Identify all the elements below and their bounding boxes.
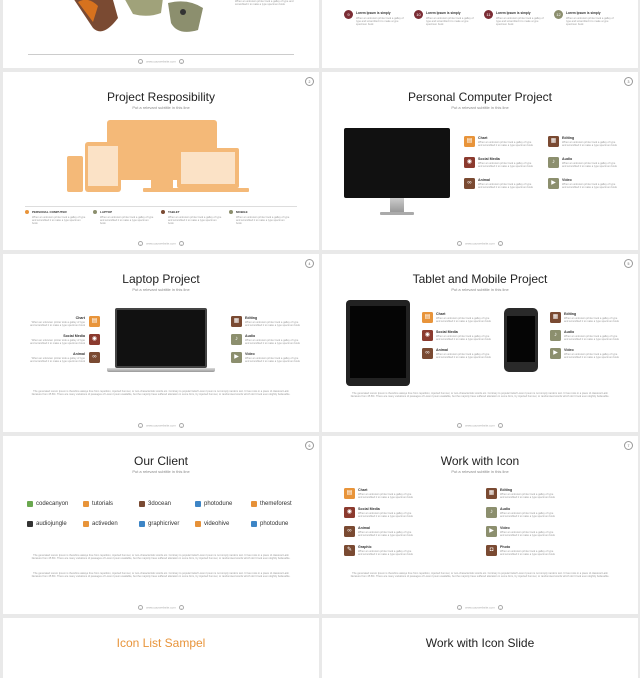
feature-label: Editing: [245, 316, 258, 320]
feature-desc: When an unknown printer took a galley of type and scrambled it to make a type specimen book: [30, 338, 85, 345]
feature-icon: ▤: [422, 312, 433, 323]
brand-logo-icon: [251, 521, 257, 527]
feature-icon: ♪: [550, 330, 561, 341]
client-logo: [139, 520, 179, 528]
client-logo: [83, 520, 118, 528]
feature-desc: When an unknown printer took a galley of type and scrambled it to make a type specimen book: [245, 338, 300, 345]
feature-label: Photo: [500, 545, 511, 549]
timeline-desc: When an unknown printer took a galley of type and scrambled it to make a type specimen book: [426, 17, 474, 27]
prev-icon[interactable]: ‹: [459, 606, 461, 610]
feature-desc: When an unknown printer took a galley of type and scrambled it to make a type specimen book: [30, 356, 85, 363]
feature-desc: When an unknown printer took a galley of type and scrambled it to make a type specimen book: [564, 352, 619, 359]
next-icon[interactable]: ›: [180, 424, 182, 428]
feature-icon: ♪: [548, 157, 559, 168]
feature-icon: ◉: [344, 507, 355, 518]
slide-subtitle: Put a relevant subtitle in this line: [451, 287, 509, 292]
slide-title: Our Client: [133, 454, 189, 468]
responsibility-desc: When an unknown printer took a galley of type and scrambled it to make a type specimen book: [168, 216, 222, 226]
monitor-base: [380, 212, 414, 215]
timeline-desc: When an unknown printer took a galley of type and scrambled it to make a type specimen book: [356, 17, 404, 27]
feature-label: Animal: [358, 526, 370, 530]
feature-icon: ◘: [486, 545, 497, 556]
timeline-label: Lorem Ipsum is simply: [426, 11, 461, 15]
divider: [28, 54, 294, 55]
feature-label: Animal: [436, 348, 448, 352]
feature-desc: When an unknown printer took a galley of type and scrambled it to make a type specimen book: [30, 320, 85, 327]
devices-illustration: [65, 118, 255, 196]
feature-icon: ▶: [550, 348, 561, 359]
responsibility-desc: When an unknown printer took a galley of type and scrambled it to make a type specimen book: [100, 216, 154, 226]
feature-label: Video: [245, 352, 255, 356]
feature-label: Audio: [500, 507, 511, 511]
description-text-2: The generated Lorem Ipsum is therefore always free from repetition, injected humour, or non-characteristic words etc. Contrary to popular belief Lorem Ipsum is not simply random text. It has roots in a piece of classical Latin literature from 45 BC. There are many variations of passages of Lorem Ipsum available, but the majority have suffered alteration in some form, by injected humour, or randomised words which don't look even slightly believable.: [31, 572, 291, 579]
timeline-label: Lorem Ipsum is simply: [356, 11, 391, 15]
slide-footer: ‹ www.yourwebsite.com ›: [140, 59, 182, 64]
page-number: 4: [305, 259, 314, 268]
feature-label: Social Media: [358, 507, 380, 511]
slide-title: Project Resposibility: [106, 90, 216, 104]
slide-world-map: [3, 0, 319, 68]
timeline-label: Lorem Ipsum is simply: [566, 11, 601, 15]
description-text: The generated Lorem Ipsum is therefore always free from repetition, injected humour, or non-characteristic words etc. Contrary to popular belief Lorem Ipsum is not simply random text. It has roots in a piece of classical Latin literature from 45 BC. There are many variations of passages of Lorem Ipsum available, but the majority have suffered alteration in some form, by injected humour, or randomised words which don't look even slightly believable.: [350, 392, 610, 399]
feature-label: Animal: [478, 178, 490, 182]
laptop-base: [107, 368, 215, 372]
timeline-label: Lorem Ipsum is simply: [496, 11, 531, 15]
feature-desc: When an unknown printer took a galley of type and scrambled it to make a type specimen book: [358, 549, 413, 556]
brand-logo-icon: [139, 501, 145, 507]
client-logo: [251, 520, 288, 528]
feature-icon: ∞: [89, 352, 100, 363]
client-name: photodune: [260, 521, 289, 527]
feature-icon: ▶: [231, 352, 242, 363]
feature-desc: When an unknown printer took a galley of type and scrambled it to make a type specimen book: [500, 511, 555, 518]
feature-label: Chart: [75, 316, 85, 320]
feature-icon: ◉: [422, 330, 433, 341]
brand-logo-icon: [139, 521, 145, 527]
feature-desc: When an unknown printer took a galley of type and scrambled it to make a type specimen book: [500, 492, 555, 499]
feature-label: Chart: [478, 136, 488, 140]
feature-desc: When an unknown printer took a galley of type and scrambled it to make a type specimen book: [562, 182, 617, 189]
world-map-image: [63, 0, 213, 43]
feature-desc: When an unknown printer took a galley of type and scrambled it to make a type specimen book: [245, 320, 300, 327]
bullet-dot: [25, 210, 29, 214]
slide-footer: ‹ www.yourwebsite.com ›: [140, 241, 182, 246]
client-name: tutorials: [92, 501, 114, 507]
feature-desc: When an unknown printer took a galley of type and scrambled it to make a type specimen book: [478, 140, 533, 147]
feature-desc: When an unknown printer took a galley of type and scrambled it to make a type specimen book: [436, 352, 491, 359]
client-logo: [83, 500, 113, 508]
feature-label: Editing: [500, 488, 513, 492]
brand-logo-icon: [251, 501, 257, 507]
slide-footer: ‹ www.yourwebsite.com ›: [140, 423, 182, 428]
responsibility-desc: When an unknown printer took a galley of type and scrambled it to make a type specimen book: [236, 216, 290, 226]
feature-label: Graphic: [358, 545, 372, 549]
responsibility-label: LAPTOP: [100, 210, 113, 214]
timeline-number: 9: [344, 10, 353, 19]
timeline-number: 10: [414, 10, 423, 19]
client-name: videohive: [204, 521, 230, 527]
prev-icon[interactable]: ‹: [140, 60, 142, 64]
feature-label: Video: [562, 178, 572, 182]
description-text: The generated Lorem Ipsum is therefore always free from repetition, injected humour, or non-characteristic words etc. Contrary to popular belief Lorem Ipsum is not simply random text. It has roots in a piece of classical Latin literature from 45 BC. There are many variations of passages of Lorem Ipsum available, but the majority have suffered alteration in some form, by injected humour, or randomised words which don't look even slightly believable.: [31, 390, 291, 397]
feature-desc: When an unknown printer took a galley of type and scrambled it to make a type specimen book: [562, 140, 617, 147]
feature-icon: ▤: [464, 136, 475, 147]
feature-label: Audio: [245, 334, 256, 338]
feature-icon: ∞: [422, 348, 433, 359]
feature-desc: When an unknown printer took a galley of type and scrambled it to make a type specimen book: [436, 316, 491, 323]
brand-logo-icon: [83, 521, 89, 527]
feature-icon: ✎: [344, 545, 355, 556]
slide-project-responsibility: [3, 72, 319, 250]
feature-label: Chart: [358, 488, 368, 492]
feature-label: Chart: [436, 312, 446, 316]
responsibility-desc: When an unknown printer took a galley of type and scrambled it to make a type specimen book: [32, 216, 86, 226]
slide-subtitle: Put a relevant subtitle in this line: [132, 469, 190, 474]
feature-desc: When an unknown printer took a galley of type and scrambled it to make a type specimen book: [500, 530, 555, 537]
divider: [25, 206, 297, 207]
slide-footer: ‹ www.yourwebsite.com ›: [459, 605, 501, 610]
feature-icon: ∞: [344, 526, 355, 537]
feature-desc: When an unknown printer took a galley of type and scrambled it to make a type specimen book: [500, 549, 555, 556]
slide-title: Personal Computer Project: [407, 90, 553, 104]
page-number: 6: [305, 441, 314, 450]
feature-label: Video: [564, 348, 574, 352]
client-logo: [251, 500, 292, 508]
feature-label: Editing: [564, 312, 577, 316]
prev-icon[interactable]: ‹: [140, 424, 142, 428]
client-logo: [139, 500, 171, 508]
slide-icon-list: [3, 618, 319, 678]
brand-logo-icon: [83, 501, 89, 507]
description-text: The generated Lorem Ipsum is therefore always free from repetition, injected humour, or non-characteristic words etc. Contrary to popular belief Lorem Ipsum is not simply random text. It has roots in a piece of classical Latin literature from 45 BC. There are many variations of passages of Lorem Ipsum available, but the majority have suffered alteration in some form, by injected humour, or randomised words which don't look even slightly believable.: [31, 554, 291, 561]
timeline-number: 11: [484, 10, 493, 19]
monitor-screen: [344, 128, 450, 198]
feature-label: Social Media: [478, 157, 500, 161]
feature-icon: ▶: [486, 526, 497, 537]
monitor-stand: [390, 198, 404, 212]
mobile-device: [504, 308, 538, 372]
brand-logo-icon: [27, 501, 33, 507]
prev-icon[interactable]: ‹: [459, 242, 461, 246]
tablet-device: [346, 300, 410, 386]
bullet-dot: [161, 210, 165, 214]
page-number: 5: [624, 259, 633, 268]
feature-desc: When an unknown printer took a galley of type and scrambled it to make a type specimen book: [564, 334, 619, 341]
feature-desc: When an unknown printer took a galley of type and scrambled it to make a type specimen book: [358, 511, 413, 518]
description-text: The generated Lorem Ipsum is therefore always free from repetition, injected humour, or non-characteristic words etc. Contrary to popular belief Lorem Ipsum is not simply random text. It has roots in a piece of classical Latin literature from 45 BC. There are many variations of passages of Lorem Ipsum available, but the majority have suffered alteration in some form, by injected humour, or randomised words which don't look even slightly believable.: [350, 572, 610, 579]
next-icon[interactable]: ›: [499, 606, 501, 610]
client-name: 3docean: [148, 501, 172, 507]
brand-logo-icon: [195, 521, 201, 527]
next-icon[interactable]: ›: [180, 606, 182, 610]
feature-icon: ▦: [550, 312, 561, 323]
next-icon[interactable]: ›: [180, 60, 182, 64]
slide-tablet-mobile: [322, 254, 638, 432]
feature-icon: ▤: [89, 316, 100, 327]
slide-footer: ‹ www.yourwebsite.com ›: [140, 605, 182, 610]
slide-subtitle: Put a relevant subtitle in this line: [132, 287, 190, 292]
brand-logo-icon: [195, 501, 201, 507]
slide-subtitle: Put a relevant subtitle in this line: [451, 469, 509, 474]
client-name: codecanyon: [36, 501, 69, 507]
slide-title: Laptop Project: [122, 272, 200, 286]
slide-subtitle: Put a relevant subtitle in this line: [451, 105, 509, 110]
timeline-desc: When an unknown printer took a galley of type and scrambled it to make a type specimen book: [496, 17, 544, 27]
next-icon[interactable]: ›: [499, 242, 501, 246]
prev-icon[interactable]: ‹: [459, 424, 461, 428]
feature-icon: ▤: [344, 488, 355, 499]
client-name: photodune: [204, 501, 233, 507]
feature-desc: When an unknown printer took a galley of type and scrambled it to make a type specimen book: [358, 492, 413, 499]
feature-desc: When an unknown printer took a galley of type and scrambled it to make a type specimen book: [478, 182, 533, 189]
slide-title: Tablet and Mobile Project: [412, 272, 548, 286]
feature-label: Social Media: [63, 334, 85, 338]
prev-icon[interactable]: ‹: [140, 606, 142, 610]
feature-desc: When an unknown printer took a galley of type and scrambled it to make a type specimen book: [564, 316, 619, 323]
feature-label: Social Media: [436, 330, 458, 334]
slide-title: Icon List Sampel: [116, 636, 206, 650]
client-name: graphicriver: [148, 521, 180, 527]
responsibility-label: MOBILE: [236, 210, 248, 214]
prev-icon[interactable]: ‹: [140, 242, 142, 246]
page-number: 7: [624, 441, 633, 450]
client-name: activeden: [92, 521, 118, 527]
feature-icon: ▶: [548, 178, 559, 189]
client-logo: [27, 520, 67, 528]
feature-icon: ♪: [231, 334, 242, 345]
feature-icon: ▦: [231, 316, 242, 327]
slide-timeline: [322, 0, 638, 68]
feature-desc: When an unknown printer took a galley of type and scrambled it to make a type specimen book: [358, 530, 413, 537]
slide-footer: ‹ www.yourwebsite.com ›: [459, 241, 501, 246]
feature-label: Audio: [564, 330, 575, 334]
slide-work-with-icon: [322, 436, 638, 614]
next-icon[interactable]: ›: [499, 424, 501, 428]
feature-desc: When an unknown printer took a galley of type and scrambled it to make a type specimen book: [245, 356, 300, 363]
responsibility-label: PERSONAL COMPUTER: [32, 210, 67, 214]
slide-title: Work with Icon Slide: [425, 636, 535, 650]
feature-icon: ▦: [486, 488, 497, 499]
bullet-dot: [229, 210, 233, 214]
feature-icon: ♪: [486, 507, 497, 518]
slide-work-with-icon-slide: [322, 618, 638, 678]
page-number: 3: [624, 77, 633, 86]
timeline-number: 12: [554, 10, 563, 19]
feature-label: Animal: [73, 352, 85, 356]
feature-label: Editing: [562, 136, 575, 140]
feature-desc: When an unknown printer took a galley of type and scrambled it to make a type specimen book: [478, 161, 533, 168]
laptop-screen: [115, 308, 207, 368]
feature-icon: ◉: [464, 157, 475, 168]
brand-logo-icon: [27, 521, 33, 527]
slide-laptop: [3, 254, 319, 432]
feature-icon: ∞: [464, 178, 475, 189]
feature-desc: When an unknown printer took a galley of type and scrambled it to make a type specimen book: [562, 161, 617, 168]
client-logo: [27, 500, 68, 508]
page-number: 2: [305, 77, 314, 86]
feature-label: Audio: [562, 157, 573, 161]
slide-title: Work with Icon: [440, 454, 520, 468]
slide-our-client: [3, 436, 319, 614]
feature-icon: ▦: [548, 136, 559, 147]
map-caption: When an unknown printer took a galley of type and scrambled it to make a type specimen book: [235, 0, 294, 7]
client-name: themeforest: [260, 501, 292, 507]
client-name: audiojungle: [36, 521, 67, 527]
slide-personal-computer: [322, 72, 638, 250]
client-logo: [195, 520, 229, 528]
feature-desc: When an unknown printer took a galley of type and scrambled it to make a type specimen book: [436, 334, 491, 341]
slide-subtitle: Put a relevant subtitle in this line: [132, 105, 190, 110]
timeline-desc: When an unknown printer took a galley of type and scrambled it to make a type specimen book: [566, 17, 614, 27]
responsibility-label: TABLET: [168, 210, 180, 214]
bullet-dot: [93, 210, 97, 214]
feature-icon: ◉: [89, 334, 100, 345]
client-logo: [195, 500, 232, 508]
feature-label: Video: [500, 526, 510, 530]
slide-footer: ‹ www.yourwebsite.com ›: [459, 423, 501, 428]
next-icon[interactable]: ›: [180, 242, 182, 246]
